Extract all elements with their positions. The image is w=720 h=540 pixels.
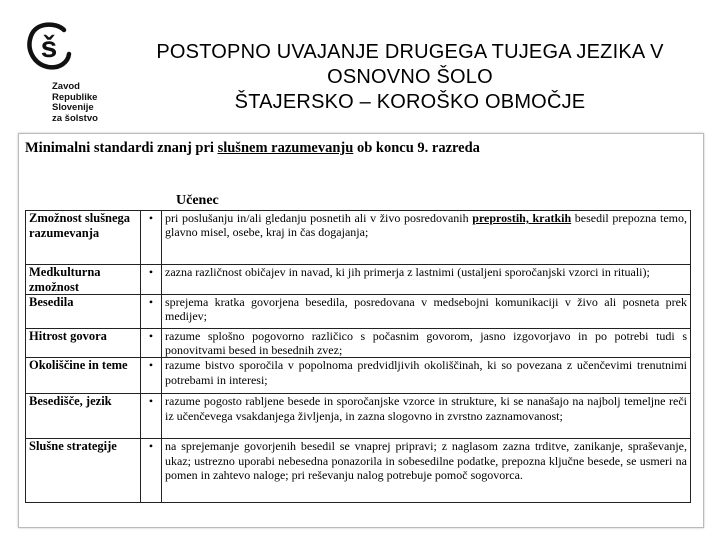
standards-table — [25, 210, 691, 503]
heading-text: Minimalni standardi znanj pri — [25, 140, 218, 156]
title-line-1: POSTOPNO UVAJANJE DRUGEGA TUJEGA JEZIKA V — [156, 41, 664, 63]
standard-description — [162, 211, 691, 265]
description-emphasis: preprostih, kratkih — [472, 211, 572, 225]
bullet-marker: • — [141, 265, 162, 295]
title-line-2: OSNOVNO ŠOLO — [327, 66, 493, 88]
standard-description — [162, 295, 691, 329]
svg-text:š: š — [40, 31, 58, 64]
description-text: pri poslušanju in/ali gledanju posnetih ali v živo posredovanih — [165, 211, 473, 225]
document-heading — [25, 140, 480, 157]
skill-area-label: Hitrost govora — [26, 329, 141, 358]
skill-area-label: Slušne strategije — [26, 439, 141, 503]
standard-description — [162, 329, 691, 358]
standard-description — [162, 265, 691, 295]
description-text: sprejema kratka govorjena besedila, posredovana v medsebojni komunikaciji v živo ali posneta prek medijev; — [165, 295, 687, 324]
table-row — [26, 295, 691, 329]
table-row — [26, 439, 691, 503]
description-text: zazna različnost običajev in navad, ki jih primerja z lastnimi (ustaljeni sporočanjski vzorci in rituali); — [165, 265, 650, 279]
logo-line: za šolstvo — [52, 112, 98, 124]
standard-description — [162, 439, 691, 503]
bullet-marker: • — [141, 439, 162, 503]
table-row — [26, 394, 691, 439]
standard-description — [162, 394, 691, 439]
skill-area-label: Besedila — [26, 295, 141, 329]
table-row — [26, 211, 691, 265]
logo-line: Republike — [52, 91, 98, 103]
description-text: razume splošno pogovorno različico s počasnim govorom, jasno izgovorjavo in po potrebi tudi s ponovitvami besed in besednih zvez; — [165, 329, 687, 358]
heading-text-end: ob koncu 9. razreda — [353, 140, 480, 156]
standards-table-body — [26, 211, 691, 503]
logo-line: Zavod — [52, 81, 80, 92]
standard-description — [162, 358, 691, 394]
description-text: na sprejemanje govorjenih besedil se vnaprej pripravi; z naglasom zazna trditve, zanikanje, spraševanje, ukaz; ustrezno uporabi nebesedna ponazorila in sobesedilne podatke, prepozna ključne besede, se usmeri na pomen in zahtevo naloge; pri reševanju nalog potrebuje pomoč sogovorca. — [165, 439, 687, 482]
table-row — [26, 265, 691, 295]
description-text-end: besedil prepozna temo, glavno misel, osebe, kraj in čas dogajanja; — [165, 211, 687, 240]
bullet-marker: • — [141, 211, 162, 265]
description-text: razume bistvo sporočila v popolnoma predvidljivih okoliščinah, ki so povezana z učenčevimi trenutnimi potrebami in interesi; — [165, 358, 687, 387]
logo-wordmark — [52, 82, 98, 124]
skill-area-label: Zmožnost slušnega razumevanja — [26, 211, 141, 265]
bullet-marker: • — [141, 358, 162, 394]
learner-label: Učenec — [176, 193, 219, 208]
skill-area-label: Medkulturna zmožnost — [26, 265, 141, 295]
title-line-3: ŠTAJERSKO – KOROŠKO OBMOČJE — [234, 91, 586, 113]
scanned-document — [18, 133, 704, 528]
slide-title — [100, 40, 720, 115]
table-row — [26, 358, 691, 394]
logo-line: Slovenije — [52, 102, 94, 113]
skill-area-label: Okoliščine in teme — [26, 358, 141, 394]
table-row — [26, 329, 691, 358]
description-text: razume pogosto rabljene besede in sporočanjske vzorce in strukture, ki se nanašajo na najbolj temeljne reči iz učenčevega vsakdanjega življenja, in zazna slogovno in zvrstno zaznamovanost; — [165, 394, 687, 423]
bullet-marker: • — [141, 394, 162, 439]
skill-area-label: Besedišče, jezik — [26, 394, 141, 439]
heading-underlined: slušnem razumevanju — [217, 140, 354, 156]
logo-s-emblem-icon — [24, 20, 74, 74]
bullet-marker: • — [141, 295, 162, 329]
bullet-marker: • — [141, 329, 162, 358]
